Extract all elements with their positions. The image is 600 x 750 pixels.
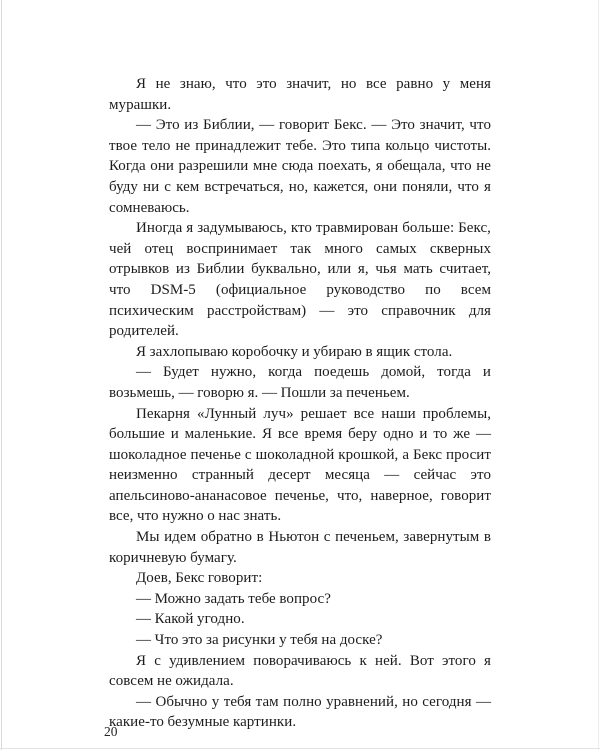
page-number: 20 [104,724,118,739]
paragraph: Я захлопываю коробочку и убираю в ящик стола. [136,343,453,360]
scan-edge-bottom [0,748,600,749]
paragraph: — Можно задать тебе вопрос? [136,590,331,607]
paragraph: — Обычно у тебя там полно уравнений, но сегодня — какие-то безумные картинки. [109,693,491,731]
scan-edge-left [1,0,2,750]
paragraph: Доев, Бекс говорит: [136,570,263,587]
paragraph: — Что это за рисунки у тебя на доске? [136,632,383,649]
paragraph: Я не знаю, что это значит, но все равно у меня мурашки. [109,76,491,113]
paragraph: Я с удивлением поворачиваюсь к ней. Вот этого я совсем не ожидала. [109,652,491,690]
paragraph: Пекарня «Лунный луч» решает все наши проблемы, большие и маленькие. Я все время беру одно и то же — шоколадное печенье с шоколадной крошкой, а Бекс просит неизменно странный десерт месяца — сейчас это апельсиново-ананасовое печенье, что, наверное, говорит все, что нужно о нас знать. [109,405,491,525]
paragraph: — Это из Библии, — говорит Бекс. — Это значит, что твое тело не принадлежит тебе. Это типа кольцо чистоты. Когда они разрешили мне сюда поехать, я обещала, что не буду ни с кем встречаться, но, кажется, они поняли, что я сомневаюсь. [109,117,491,216]
paragraph: Иногда я задумываюсь, кто травмирован больше: Бекс, чей отец воспринимает так много самых скверных отрывков из Библии буквально, или я, чья мать считает, что DSM-5 (официальное руководство по всем психическим расстройствам) — это справочник для родителей. [109,220,491,340]
paragraph: — Какой угодно. [136,611,245,628]
scan-edge-right [598,0,599,750]
page-text [109,74,491,733]
paragraph: Мы идем обратно в Ньютон с печеньем, завернутым в коричневую бумагу. [109,529,491,566]
paragraph: — Будет нужно, когда поедешь домой, тогда и возьмешь, — говорю я. — Пошли за печеньем. [109,364,491,401]
